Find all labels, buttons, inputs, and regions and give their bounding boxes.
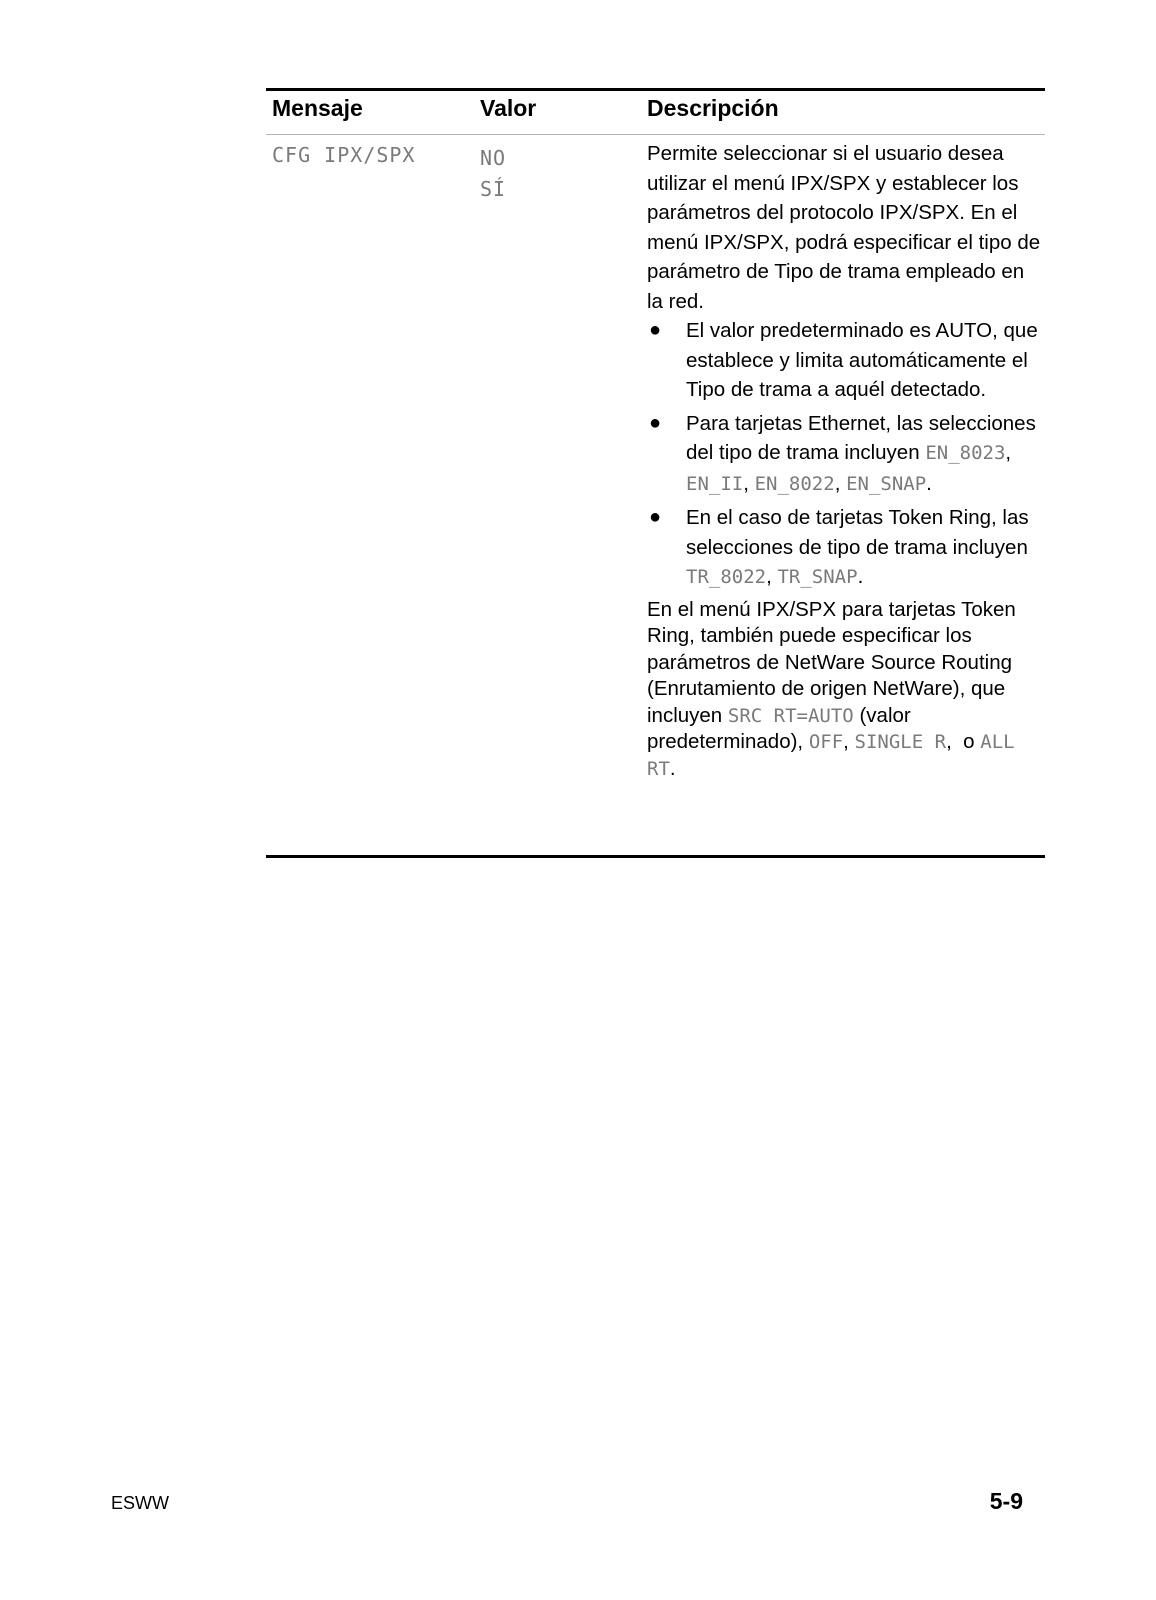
para2-mid: (valor predeterminado), (647, 703, 911, 753)
table-row (266, 135, 1045, 855)
value-option-si: SÍ (480, 177, 507, 201)
code-off: OFF (808, 731, 844, 753)
header-value: Valor (480, 95, 537, 121)
description-bullets (647, 316, 1045, 593)
code-tr-snap: TR_SNAP (777, 566, 858, 588)
code-en-8022: EN_8022 (754, 472, 835, 495)
bullet-ethernet: ● Para tarjetas Ethernet, las selecciones del tipo de trama incluyen EN_8023, EN_II, EN_8022, EN_SNAP. (647, 409, 1045, 500)
bullet-token-ring: ● En el caso de tarjetas Token Ring, las selecciones de tipo de trama incluyen TR_8022, TR_SNAP. (647, 503, 1045, 593)
description-intro: Permite seleccionar si el usuario desea utilizar el menú IPX/SPX y establecer los parámetros del protocolo IPX/SPX. En el menú IPX/SPX, podrá especificar el tipo de parámetro de Tipo de trama empleado en la red. (647, 142, 1041, 313)
page-number: 5-9 (989, 1488, 1023, 1514)
header-description: Descripción (647, 95, 779, 121)
footer-language-code: ESWW (111, 1493, 169, 1513)
code-all-rt: ALL RT (647, 731, 1015, 780)
description-cell (647, 139, 1045, 782)
code-en-snap: EN_SNAP (846, 472, 927, 495)
bullet-dot-icon: ● (649, 506, 662, 528)
header-message: Mensaje (272, 95, 363, 121)
bullet3-text: En el caso de tarjetas Token Ring, las selecciones de tipo de trama incluyen (686, 506, 1029, 559)
para2-text: En el menú IPX/SPX para tarjetas Token Ring, también puede especificar los parámetros de NetWare Source Routing (Enrutamiento de origen NetWare), que incluyen (647, 597, 1016, 727)
description-source-routing: En el menú IPX/SPX para tarjetas Token Ring, también puede especificar los parámetros de NetWare Source Routing (Enrutamiento de origen NetWare), que incluyen SRC RT=AUTO (valor predeterminado), OFF, SINGLE R, o ALL RT. (647, 597, 1016, 780)
bullet2-text: Para tarjetas Ethernet, las selecciones del tipo de trama incluyen (686, 411, 1036, 464)
value-cell (480, 143, 506, 205)
code-src-rt-auto: SRC RT=AUTO (727, 704, 854, 727)
parameter-table (266, 88, 1045, 858)
code-single-r: SINGLE R (854, 731, 947, 753)
message-code: CFG IPX/SPX (272, 143, 416, 167)
code-tr-8022: TR_8022 (686, 566, 767, 588)
message-cell (272, 143, 415, 167)
code-en-ii: EN_II (686, 472, 744, 495)
value-option-no: NO (480, 146, 507, 170)
table-header (266, 91, 1045, 135)
bullet-dot-icon: ● (649, 411, 662, 434)
code-en-8023: EN_8023 (925, 442, 1006, 464)
bullet-dot-icon: ● (649, 319, 662, 341)
bullet-default-auto (647, 316, 1045, 405)
bullet1-text: El valor predeterminado es AUTO, que establece y limita automáticamente el Tipo de trama a aquél detectado. (686, 319, 1038, 401)
para2-or: o (963, 730, 975, 753)
